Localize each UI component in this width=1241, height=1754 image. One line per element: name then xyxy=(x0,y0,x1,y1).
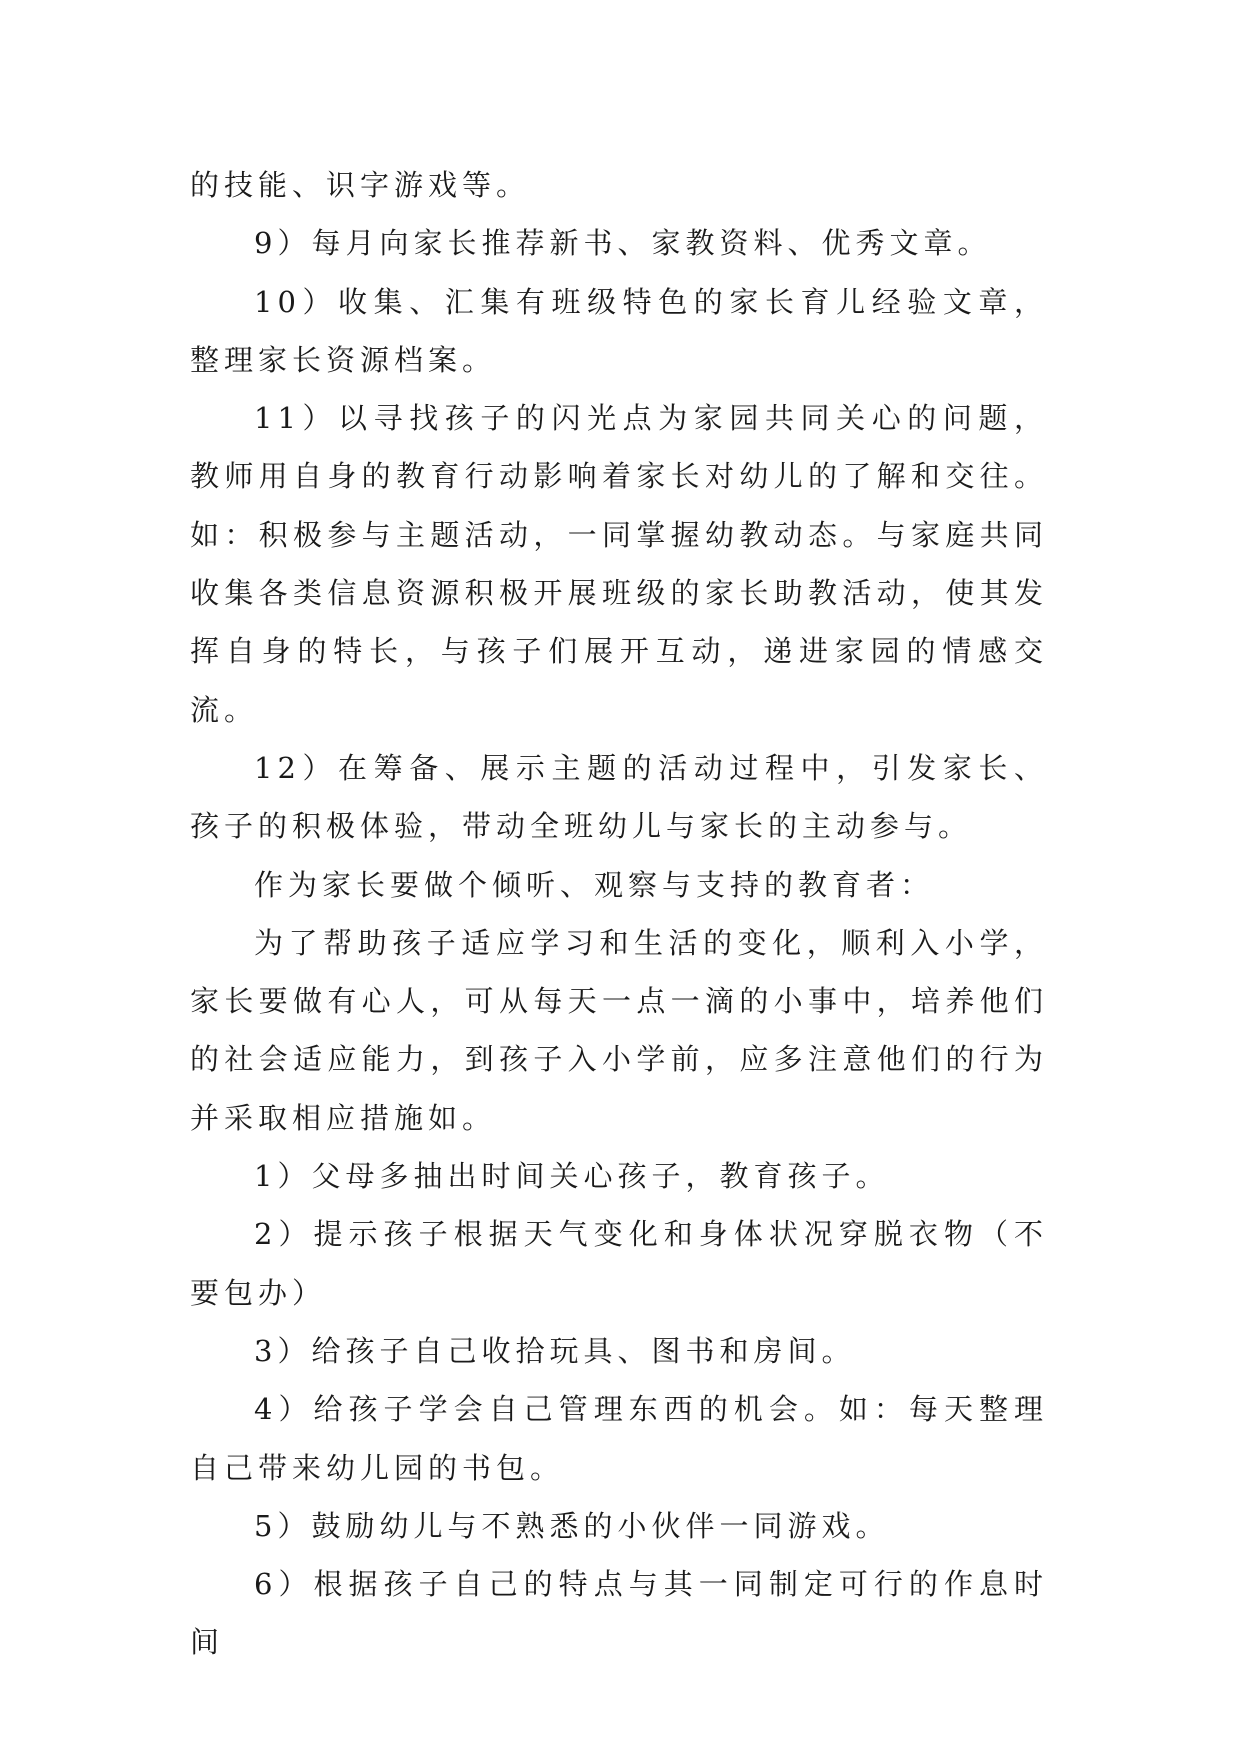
paragraph: 为了帮助孩子适应学习和生活的变化，顺利入小学，家长要做有心人，可从每天一点一滴的小事中，培养他们的社会适应能力，到孩子入小学前，应多注意他们的行为并采取相应措施如。 xyxy=(190,925,1048,1135)
paragraph: 的技能、识字游戏等。 xyxy=(190,168,531,202)
paragraph: 作为家长要做个倾听、观察与支持的教育者： xyxy=(254,867,935,902)
document-body xyxy=(190,156,1048,1672)
paragraph: 3）给孩子自己收拾玩具、图书和房间。 xyxy=(254,1333,856,1368)
paragraph: 4）给孩子学会自己管理东西的机会。如：每天整理自己带来幼儿园的书包。 xyxy=(190,1392,1048,1485)
paragraph: 1）父母多抽出时间关心孩子，教育孩子。 xyxy=(254,1159,890,1194)
paragraph: 2）提示孩子根据天气变化和身体状况穿脱衣物（不要包办） xyxy=(190,1217,1048,1310)
paragraph: 10）收集、汇集有班级特色的家长育儿经验文章，整理家长资源档案。 xyxy=(190,284,1048,377)
paragraph: 12）在筹备、展示主题的活动过程中，引发家长、孩子的积极体验，带动全班幼儿与家长的主动参与。 xyxy=(190,750,1048,844)
paragraph: 6）根据孩子自己的特点与其一同制定可行的作息时间 xyxy=(190,1567,1048,1660)
paragraph: 9）每月向家长推荐新书、家教资料、优秀文章。 xyxy=(254,226,992,261)
paragraph: 5）鼓励幼儿与不熟悉的小伙伴一同游戏。 xyxy=(254,1508,890,1543)
paragraph: 11）以寻找孩子的闪光点为家园共同关心的问题，教师用自身的教育行动影响着家长对幼儿的了解和交往。如：积极参与主题活动，一同掌握幼教动态。与家庭共同收集各类信息资源积极开展班级的家长助教活动，使其发挥自身的特长，与孩子们展开互动，递进家园的情感交流。 xyxy=(190,401,1048,727)
